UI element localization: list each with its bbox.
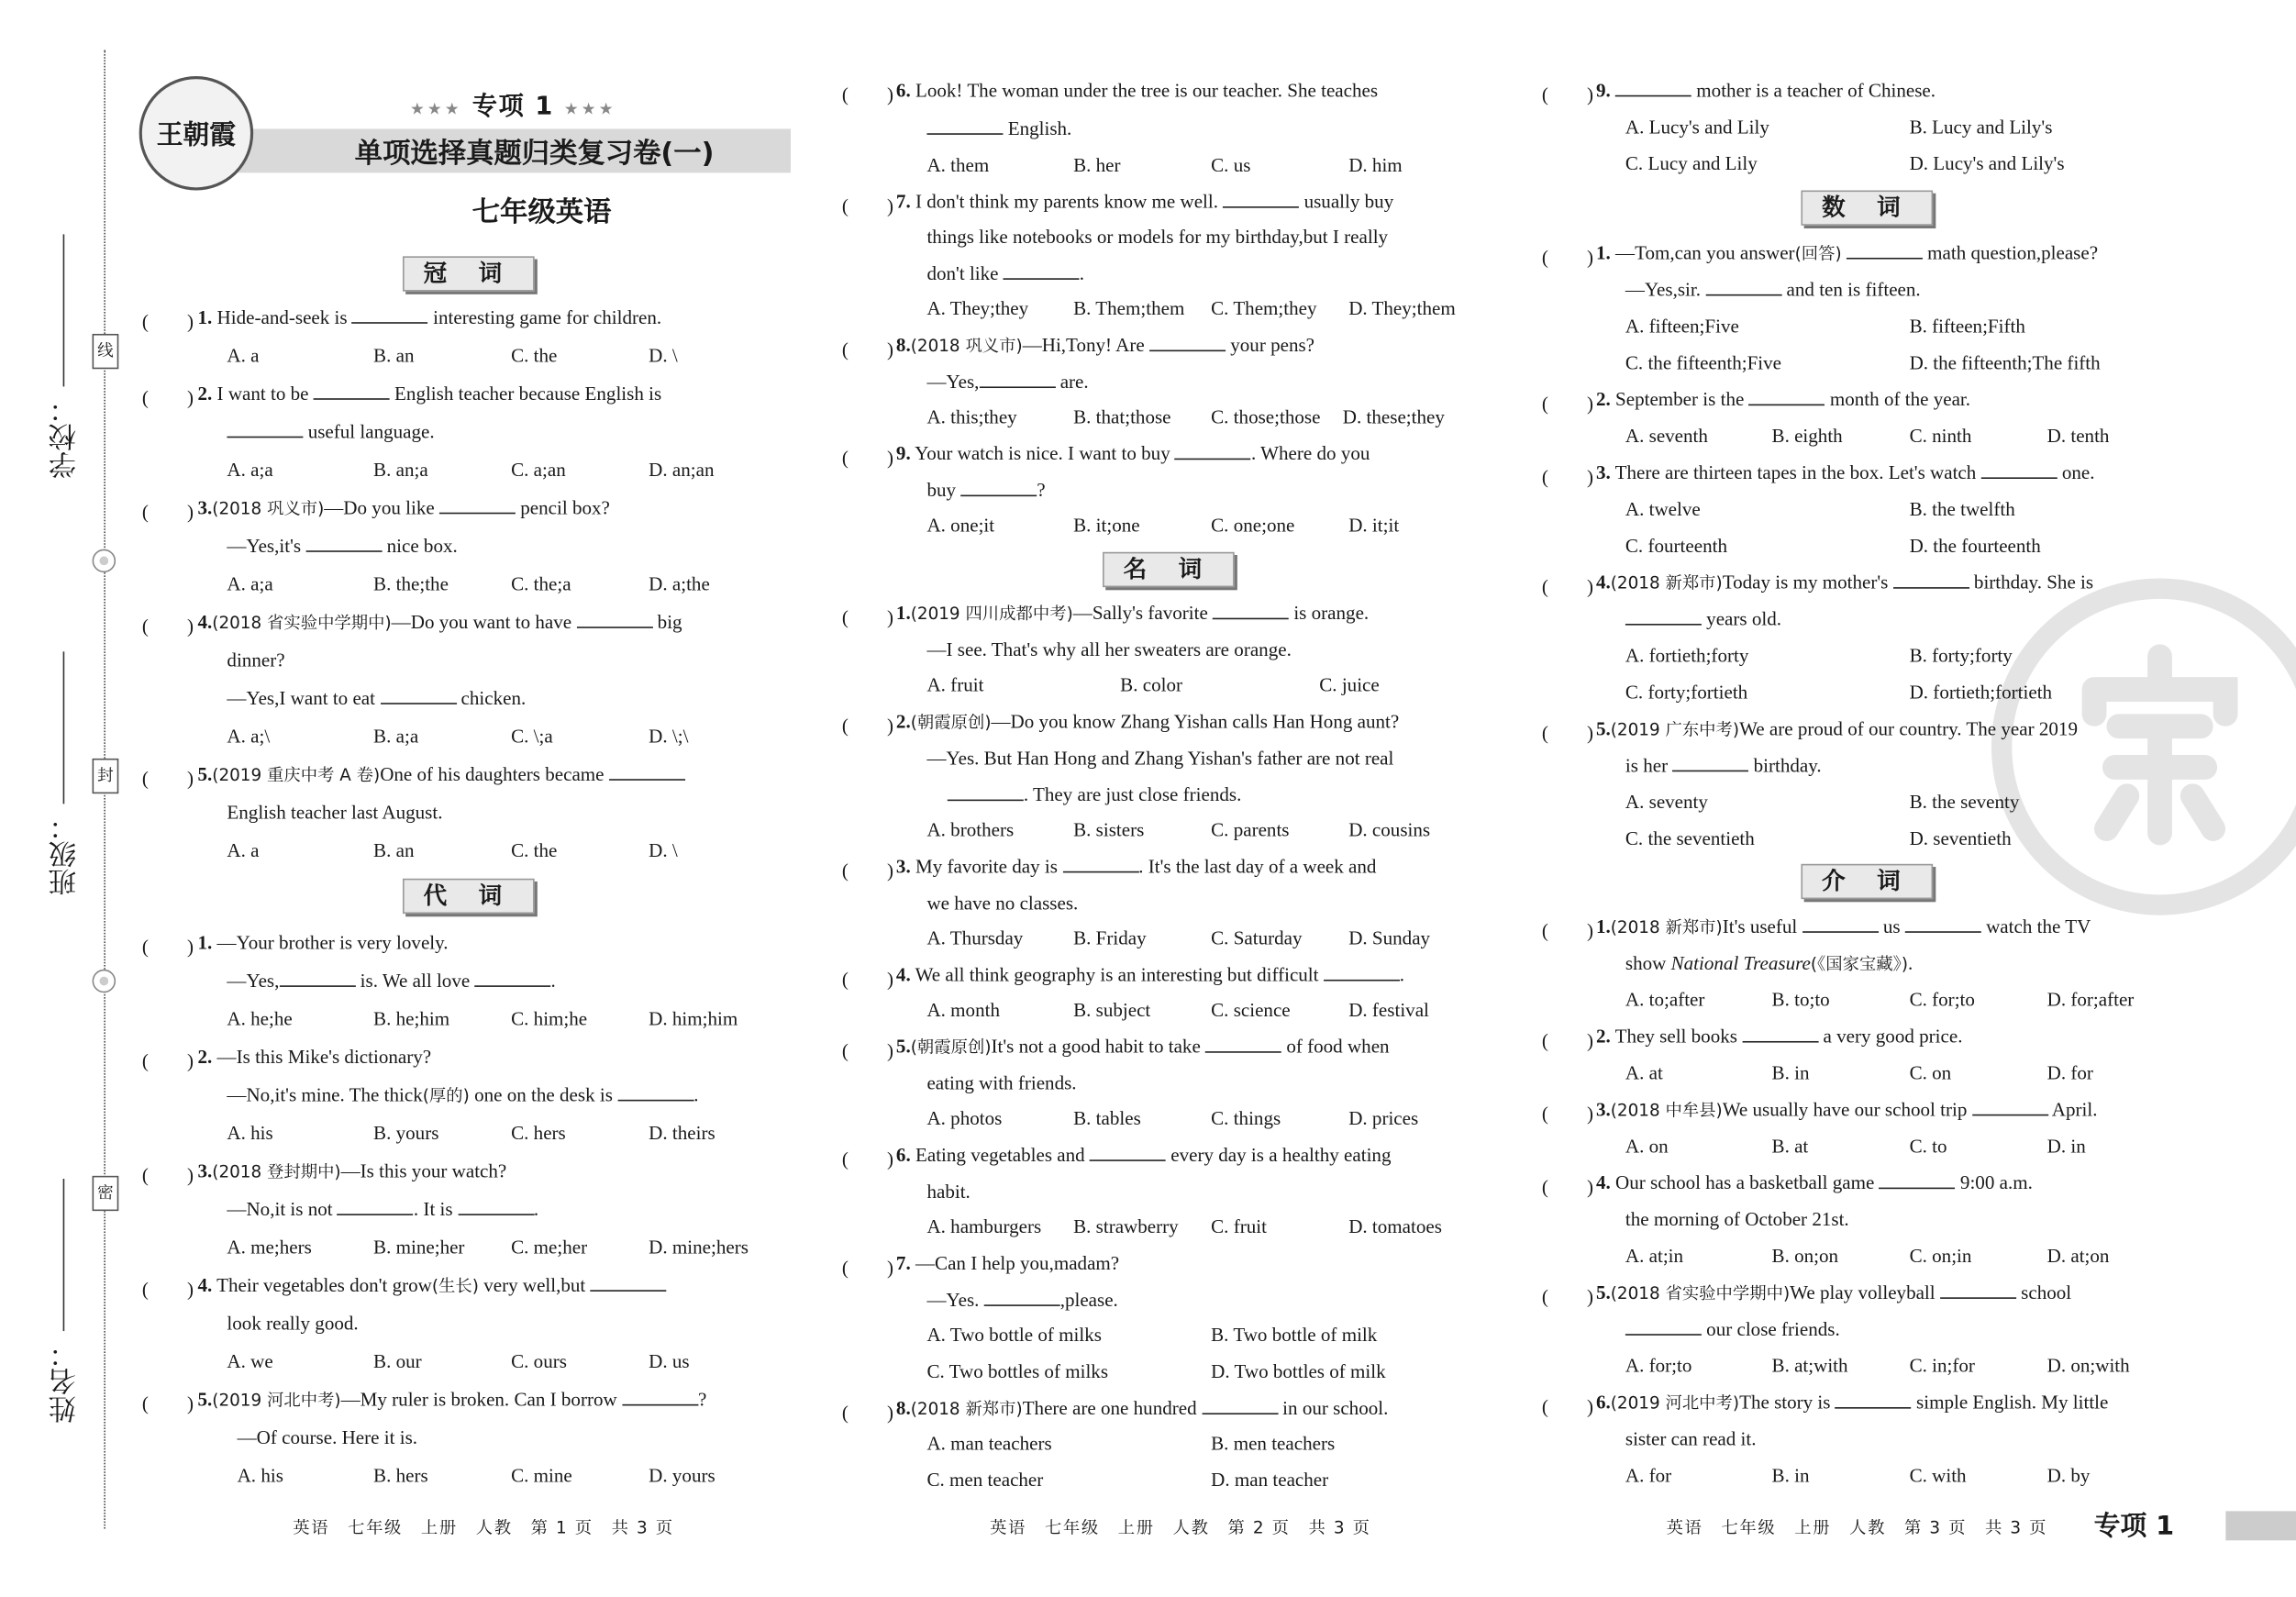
- option[interactable]: B. color: [1120, 673, 1183, 696]
- question-text: 5.(2019 河北中考)—My ruler is broken. Can I borrow ?: [197, 1388, 707, 1411]
- question-text: 8.(2018 新郑市)There are one hundred in our school.: [895, 1396, 1389, 1419]
- option[interactable]: B. mine;her: [373, 1236, 465, 1259]
- school-field: 学校：: [44, 234, 83, 479]
- question-text: . They are just close friends.: [948, 781, 1242, 810]
- option[interactable]: D. him;him: [649, 1007, 738, 1030]
- question-text: 8.(2018 巩义市)—Hi,Tony! Are your pens?: [895, 333, 1315, 356]
- option[interactable]: A. Lucy's and Lily: [1625, 116, 1769, 139]
- section-articles: 冠 词: [403, 256, 535, 291]
- question-text: English teacher last August.: [227, 801, 443, 824]
- option[interactable]: B. Them;them: [1073, 297, 1185, 319]
- answer-paren[interactable]: ( ): [841, 605, 894, 628]
- option[interactable]: D. the fourteenth: [1909, 534, 2041, 557]
- option[interactable]: C. me;her: [511, 1236, 588, 1259]
- option[interactable]: B. it;one: [1073, 514, 1140, 537]
- option[interactable]: B. at: [1771, 1135, 1809, 1158]
- question-text: 9. mother is a teacher of Chinese.: [1595, 79, 1936, 102]
- option[interactable]: A. hamburgers: [926, 1214, 1042, 1237]
- option[interactable]: D. tenth: [2046, 424, 2110, 447]
- question-text: —Yes,sir. and ten is fifteen.: [1625, 278, 1921, 301]
- question-text: —Yes,it's nice box.: [227, 534, 458, 557]
- option[interactable]: B. an;a: [373, 458, 428, 481]
- answer-paren[interactable]: ( ): [1541, 1285, 1594, 1308]
- answer-paren[interactable]: ( ): [1541, 575, 1594, 598]
- answer-paren[interactable]: ( ): [141, 1278, 194, 1301]
- answer-paren[interactable]: ( ): [1541, 1175, 1594, 1198]
- option[interactable]: B. the seventy: [1909, 791, 2020, 813]
- grade-title: 七年级英语: [471, 195, 612, 229]
- option[interactable]: D. theirs: [649, 1121, 715, 1144]
- option[interactable]: A. his: [237, 1464, 283, 1487]
- section-prepositions: 介 词: [1801, 864, 1933, 899]
- subject-tag: ★★★ 专项 1 ★★★: [409, 92, 616, 122]
- option[interactable]: C. the: [511, 344, 558, 367]
- option[interactable]: A. a;a: [227, 458, 273, 481]
- option[interactable]: D. cousins: [1348, 818, 1431, 841]
- stamp-seal: 封: [93, 759, 119, 793]
- option[interactable]: B. strawberry: [1073, 1214, 1179, 1237]
- option[interactable]: D. an;an: [649, 458, 715, 481]
- option[interactable]: A. to;after: [1625, 988, 1705, 1011]
- question-text: —Of course. Here it is.: [237, 1425, 418, 1448]
- option[interactable]: D. mine;hers: [649, 1236, 749, 1259]
- option[interactable]: D. on;with: [2046, 1354, 2130, 1377]
- question-text: —Yes. ,please.: [926, 1288, 1118, 1311]
- page-footer: 英语 七年级 上册 人教 第 1 页 共 3 页: [293, 1516, 674, 1538]
- option[interactable]: A. twelve: [1625, 497, 1701, 520]
- option[interactable]: D. Two bottles of milk: [1211, 1359, 1386, 1382]
- option[interactable]: C. juice: [1319, 673, 1380, 696]
- answer-paren[interactable]: ( ): [1541, 83, 1594, 105]
- answer-paren[interactable]: ( ): [841, 1401, 894, 1424]
- option[interactable]: C. the fifteenth;Five: [1625, 351, 1782, 374]
- answer-paren[interactable]: ( ): [1541, 465, 1594, 488]
- question-text: 4. We all think geography is an interesting but difficult .: [895, 963, 1405, 986]
- option[interactable]: C. ours: [511, 1349, 567, 1372]
- option[interactable]: B. fifteen;Fifth: [1909, 315, 2025, 338]
- answer-paren[interactable]: ( ): [841, 968, 894, 991]
- option[interactable]: C. the: [511, 838, 558, 861]
- option[interactable]: A. seventy: [1625, 791, 1708, 813]
- option[interactable]: C. men teacher: [926, 1469, 1044, 1492]
- option[interactable]: B. our: [373, 1349, 422, 1372]
- answer-paren[interactable]: ( ): [141, 500, 194, 523]
- answer-paren[interactable]: ( ): [841, 859, 894, 882]
- question-text: useful language.: [227, 417, 434, 447]
- class-field: 班级：: [44, 651, 83, 896]
- answer-paren[interactable]: ( ): [1541, 721, 1594, 744]
- seal-glyph-icon: [2058, 644, 2262, 848]
- corner-tag: 专项 1: [2093, 1511, 2175, 1542]
- option[interactable]: C. mine: [511, 1464, 572, 1487]
- answer-paren[interactable]: ( ): [1541, 1395, 1594, 1418]
- question-text: 4.(2018 省实验中学期中)—Do you want to have big: [197, 610, 682, 633]
- question-text: 6. Look! The woman under the tree is our teacher. She teaches: [895, 79, 1379, 102]
- answer-paren[interactable]: ( ): [841, 338, 894, 360]
- question-text: —I see. That's why all her sweaters are orange.: [926, 638, 1292, 660]
- question-text: 3.(2018 中牟县)We usually have our school trip April.: [1595, 1098, 2098, 1121]
- option[interactable]: C. ninth: [1909, 424, 1972, 447]
- option[interactable]: B. he;him: [373, 1007, 450, 1030]
- option[interactable]: D. the fifteenth;The fifth: [1909, 351, 2101, 374]
- option[interactable]: C. the seventieth: [1625, 826, 1755, 849]
- answer-paren[interactable]: ( ): [1541, 1029, 1594, 1052]
- option[interactable]: C. forty;fortieth: [1625, 681, 1748, 704]
- question-text: 6. Eating vegetables and every day is a healthy eating: [895, 1143, 1392, 1166]
- question-text: sister can read it.: [1625, 1427, 1757, 1450]
- option[interactable]: A. Two bottle of milks: [926, 1324, 1102, 1346]
- question-text: 5.(2019 广东中考)We are proud of our country. The year 2019: [1595, 717, 2078, 740]
- option[interactable]: C. hers: [511, 1121, 566, 1144]
- option[interactable]: C. Saturday: [1211, 926, 1303, 949]
- option[interactable]: C. Lucy and Lily: [1625, 152, 1758, 174]
- option[interactable]: C. for;to: [1909, 988, 1975, 1011]
- question-text: show National Treasure(《国家宝藏》).: [1625, 951, 1913, 974]
- option[interactable]: D. it;it: [1348, 514, 1400, 537]
- answer-paren[interactable]: ( ): [141, 936, 194, 958]
- question-text: —Yes,I want to eat chicken.: [227, 686, 527, 709]
- question-text: buy ?: [926, 478, 1046, 501]
- option[interactable]: B. that;those: [1073, 405, 1171, 428]
- option[interactable]: B. forty;forty: [1909, 644, 2013, 667]
- option[interactable]: D. Lucy's and Lily's: [1909, 152, 2065, 174]
- option[interactable]: C. him;he: [511, 1007, 588, 1030]
- option[interactable]: B. men teachers: [1211, 1432, 1336, 1455]
- main-title: 单项选择真题归类复习卷(一): [354, 138, 715, 171]
- answer-paren[interactable]: ( ): [841, 194, 894, 217]
- stamp-line: 线: [93, 334, 119, 369]
- answer-paren[interactable]: ( ): [841, 1148, 894, 1170]
- option[interactable]: D. prices: [1348, 1106, 1419, 1129]
- option[interactable]: A. fortieth;forty: [1625, 644, 1749, 667]
- option[interactable]: A. brothers: [926, 818, 1015, 841]
- option[interactable]: B. in: [1771, 1464, 1810, 1487]
- question-text: dinner?: [227, 649, 285, 671]
- option[interactable]: A. a;\: [227, 725, 271, 748]
- option[interactable]: C. fruit: [1211, 1214, 1267, 1237]
- option[interactable]: A. his: [227, 1121, 273, 1144]
- stamp-secret: 密: [93, 1176, 119, 1211]
- answer-paren[interactable]: ( ): [141, 1392, 194, 1415]
- question-text: 6.(2019 河北中考)The story is simple English. My little: [1595, 1391, 2109, 1414]
- option[interactable]: A. month: [926, 998, 1000, 1021]
- option[interactable]: B. yours: [373, 1121, 439, 1144]
- option[interactable]: A. a: [227, 344, 260, 367]
- question-text: our close friends.: [1625, 1314, 1840, 1344]
- option[interactable]: C. things: [1211, 1106, 1281, 1129]
- option[interactable]: A. at;in: [1625, 1244, 1684, 1267]
- question-text: years old.: [1625, 604, 1781, 634]
- answer-paren[interactable]: ( ): [1541, 1103, 1594, 1125]
- question-text: we have no classes.: [926, 892, 1079, 915]
- option[interactable]: A. them: [926, 153, 990, 176]
- question-text: habit.: [926, 1180, 971, 1203]
- option[interactable]: B. sisters: [1073, 818, 1145, 841]
- question-text: English.: [926, 115, 1071, 144]
- option[interactable]: A. he;he: [227, 1007, 293, 1030]
- option[interactable]: D. yours: [649, 1464, 715, 1487]
- option[interactable]: B. hers: [373, 1464, 428, 1487]
- option[interactable]: A. this;they: [926, 405, 1017, 428]
- answer-paren[interactable]: ( ): [141, 310, 194, 333]
- question-text: 1.(2018 新郑市)It's useful us watch the TV: [1595, 915, 2091, 937]
- option[interactable]: D. for: [2046, 1061, 2093, 1084]
- option[interactable]: A. for;to: [1625, 1354, 1692, 1377]
- watermark-seal: [1991, 579, 2296, 915]
- page-footer: 英语 七年级 上册 人教 第 3 页 共 3 页: [1666, 1516, 2048, 1538]
- question-text: 4.(2018 新郑市)Today is my mother's birthday. She is: [1595, 571, 2094, 593]
- question-text: 5.(2018 省实验中学期中)We play volleyball school: [1595, 1281, 2072, 1303]
- option[interactable]: D. at;on: [2046, 1244, 2110, 1267]
- option[interactable]: B. tables: [1073, 1106, 1141, 1129]
- option[interactable]: B. a;a: [373, 725, 419, 748]
- answer-paren[interactable]: ( ): [141, 386, 194, 409]
- question-text: 3. My favorite day is . It's the last day of a week and: [895, 855, 1377, 878]
- question-text: look really good.: [227, 1312, 359, 1335]
- question-text: eating with friends.: [926, 1071, 1077, 1094]
- question-text: —Yes, is. We all love .: [227, 969, 556, 992]
- option[interactable]: A. Thursday: [926, 926, 1024, 949]
- binding-dot: [93, 549, 116, 573]
- section-nouns: 名 词: [1103, 552, 1235, 587]
- option[interactable]: D. seventieth: [1909, 826, 2012, 849]
- option[interactable]: B. the twelfth: [1909, 497, 2015, 520]
- option[interactable]: A. photos: [926, 1106, 1003, 1129]
- option[interactable]: C. those;those: [1211, 405, 1321, 428]
- option[interactable]: C. the;a: [511, 572, 571, 595]
- option[interactable]: C. science: [1211, 998, 1291, 1021]
- option[interactable]: C. Two bottles of milks: [926, 1359, 1109, 1382]
- option[interactable]: D. fortieth;fortieth: [1909, 681, 2053, 704]
- option[interactable]: C. with: [1909, 1464, 1967, 1487]
- option[interactable]: C. in;for: [1909, 1354, 1975, 1377]
- question-text: 3. There are thirteen tapes in the box. Let's watch one.: [1595, 460, 2095, 483]
- option[interactable]: B. an: [373, 344, 415, 367]
- option[interactable]: D. \: [649, 344, 678, 367]
- answer-paren[interactable]: ( ): [841, 446, 894, 469]
- name-field: 姓名：: [44, 1179, 83, 1424]
- option[interactable]: A. one;it: [926, 514, 995, 537]
- question-text: 1.(2019 四川成都中考)—Sally's favorite is orange.: [895, 602, 1370, 625]
- question-text: —Yes, are.: [926, 370, 1089, 393]
- option[interactable]: D. man teacher: [1211, 1469, 1329, 1492]
- question-text: 2. They sell books a very good price.: [1595, 1025, 1963, 1048]
- question-text: —No,it's mine. The thick(厚的) one on the desk is .: [227, 1083, 699, 1106]
- answer-paren[interactable]: ( ): [141, 767, 194, 790]
- option[interactable]: D. \;\: [649, 725, 689, 748]
- option[interactable]: A. me;hers: [227, 1236, 312, 1259]
- option[interactable]: C. us: [1211, 153, 1251, 176]
- option[interactable]: B. her: [1073, 153, 1121, 176]
- option[interactable]: B. to;to: [1771, 988, 1830, 1011]
- question-text: 1. —Your brother is very lovely.: [197, 931, 449, 954]
- option[interactable]: A. on: [1625, 1135, 1669, 1158]
- question-text: 2.(朝霞原创)—Do you know Zhang Yishan calls Han Hong aunt?: [895, 710, 1400, 733]
- question-text: the morning of October 21st.: [1625, 1207, 1849, 1230]
- binding-dot: [93, 970, 116, 993]
- option[interactable]: B. Lucy and Lily's: [1909, 116, 2053, 139]
- option[interactable]: C. \;a: [511, 725, 553, 748]
- option[interactable]: C. on: [1909, 1061, 1952, 1084]
- option[interactable]: D. tomatoes: [1348, 1214, 1442, 1237]
- option[interactable]: A. fruit: [926, 673, 984, 696]
- option[interactable]: C. on;in: [1909, 1244, 1972, 1267]
- question-text: 1. —Tom,can you answer(回答) math question,please?: [1595, 241, 2099, 264]
- question-text: 9. Your watch is nice. I want to buy . Where do you: [895, 442, 1370, 465]
- option[interactable]: D. They;them: [1348, 297, 1456, 319]
- option[interactable]: A. They;they: [926, 297, 1029, 319]
- section-numerals: 数 词: [1801, 191, 1933, 226]
- question-text: 3.(2018 巩义市)—Do you like pencil box?: [197, 496, 610, 519]
- question-text: is her birthday.: [1625, 754, 1822, 777]
- option[interactable]: A. for: [1625, 1464, 1672, 1487]
- option[interactable]: B. the;the: [373, 572, 449, 595]
- option[interactable]: D. these;they: [1342, 405, 1445, 428]
- option[interactable]: A. seventh: [1625, 424, 1708, 447]
- option[interactable]: B. in: [1771, 1061, 1810, 1084]
- question-text: —Yes. But Han Hong and Zhang Yishan's father are not real: [926, 747, 1394, 770]
- option[interactable]: D. a;the: [649, 572, 710, 595]
- question-text: 4. Our school has a basketball game 9:00 a.m.: [1595, 1171, 2033, 1193]
- option[interactable]: C. parents: [1211, 818, 1290, 841]
- option[interactable]: A. a: [227, 838, 260, 861]
- option[interactable]: A. a;a: [227, 572, 273, 595]
- question-text: don't like .: [926, 261, 1085, 284]
- question-text: 1. Hide-and-seek is interesting game for children.: [197, 305, 662, 328]
- option[interactable]: D. for;after: [2046, 988, 2135, 1011]
- question-text: 7. —Can I help you,madam?: [895, 1251, 1120, 1274]
- option[interactable]: D. Sunday: [1348, 926, 1431, 949]
- question-text: 2. —Is this Mike's dictionary?: [197, 1045, 432, 1068]
- option[interactable]: B. Friday: [1073, 926, 1147, 949]
- question-text: 7. I don't think my parents know me well. usually buy: [895, 190, 1394, 213]
- option[interactable]: B. on;on: [1771, 1244, 1839, 1267]
- option[interactable]: B. subject: [1073, 998, 1151, 1021]
- answer-paren[interactable]: ( ): [841, 714, 894, 737]
- answer-paren[interactable]: ( ): [1541, 246, 1594, 269]
- section-pronouns: 代 词: [403, 879, 535, 914]
- option[interactable]: C. a;an: [511, 458, 566, 481]
- option[interactable]: A. man teachers: [926, 1432, 1052, 1455]
- corner-bar: [2225, 1511, 2296, 1540]
- answer-paren[interactable]: ( ): [141, 615, 194, 638]
- option[interactable]: D. by: [2046, 1464, 2091, 1487]
- answer-paren[interactable]: ( ): [141, 1049, 194, 1072]
- option[interactable]: C. Them;they: [1211, 297, 1317, 319]
- question-text: 2. I want to be English teacher because English is: [197, 382, 662, 405]
- page-footer: 英语 七年级 上册 人教 第 2 页 共 3 页: [990, 1516, 1371, 1538]
- answer-paren[interactable]: ( ): [841, 1039, 894, 1062]
- answer-paren[interactable]: ( ): [841, 1256, 894, 1279]
- option[interactable]: D. festival: [1348, 998, 1429, 1021]
- option[interactable]: A. we: [227, 1349, 273, 1372]
- answer-paren[interactable]: ( ): [841, 83, 894, 105]
- question-text: 5.(2019 重庆中考 A 卷)One of his daughters became: [198, 760, 685, 789]
- option[interactable]: B. an: [373, 838, 415, 861]
- publisher-logo: 王朝霞: [139, 76, 254, 191]
- option[interactable]: C. one;one: [1211, 514, 1295, 537]
- option[interactable]: B. at;with: [1771, 1354, 1848, 1377]
- option[interactable]: B. eighth: [1771, 424, 1843, 447]
- binding-strip: [0, 0, 135, 1596]
- answer-paren[interactable]: ( ): [1541, 392, 1594, 415]
- answer-paren[interactable]: ( ): [1541, 919, 1594, 942]
- question-text: 2. September is the month of the year.: [1595, 388, 1971, 410]
- option[interactable]: B. Two bottle of milk: [1211, 1324, 1378, 1346]
- option[interactable]: D. in: [2046, 1135, 2086, 1158]
- question-text: 5.(朝霞原创)It's not a good habit to take of food when: [895, 1035, 1390, 1058]
- option[interactable]: D. him: [1348, 153, 1403, 176]
- question-text: 3.(2018 登封期中)—Is this your watch?: [197, 1159, 507, 1182]
- question-text: 4. Their vegetables don't grow(生长) very well,but: [198, 1271, 667, 1301]
- answer-paren[interactable]: ( ): [141, 1164, 194, 1187]
- option[interactable]: D. us: [649, 1349, 690, 1372]
- option[interactable]: C. fourteenth: [1625, 534, 1727, 557]
- option[interactable]: C. to: [1909, 1135, 1947, 1158]
- question-text: —No,it is not . It is .: [227, 1197, 539, 1220]
- option[interactable]: A. fifteen;Five: [1625, 315, 1739, 338]
- option[interactable]: D. \: [649, 838, 678, 861]
- option[interactable]: A. at: [1625, 1061, 1663, 1084]
- question-text: things like notebooks or models for my birthday,but I really: [926, 225, 1389, 248]
